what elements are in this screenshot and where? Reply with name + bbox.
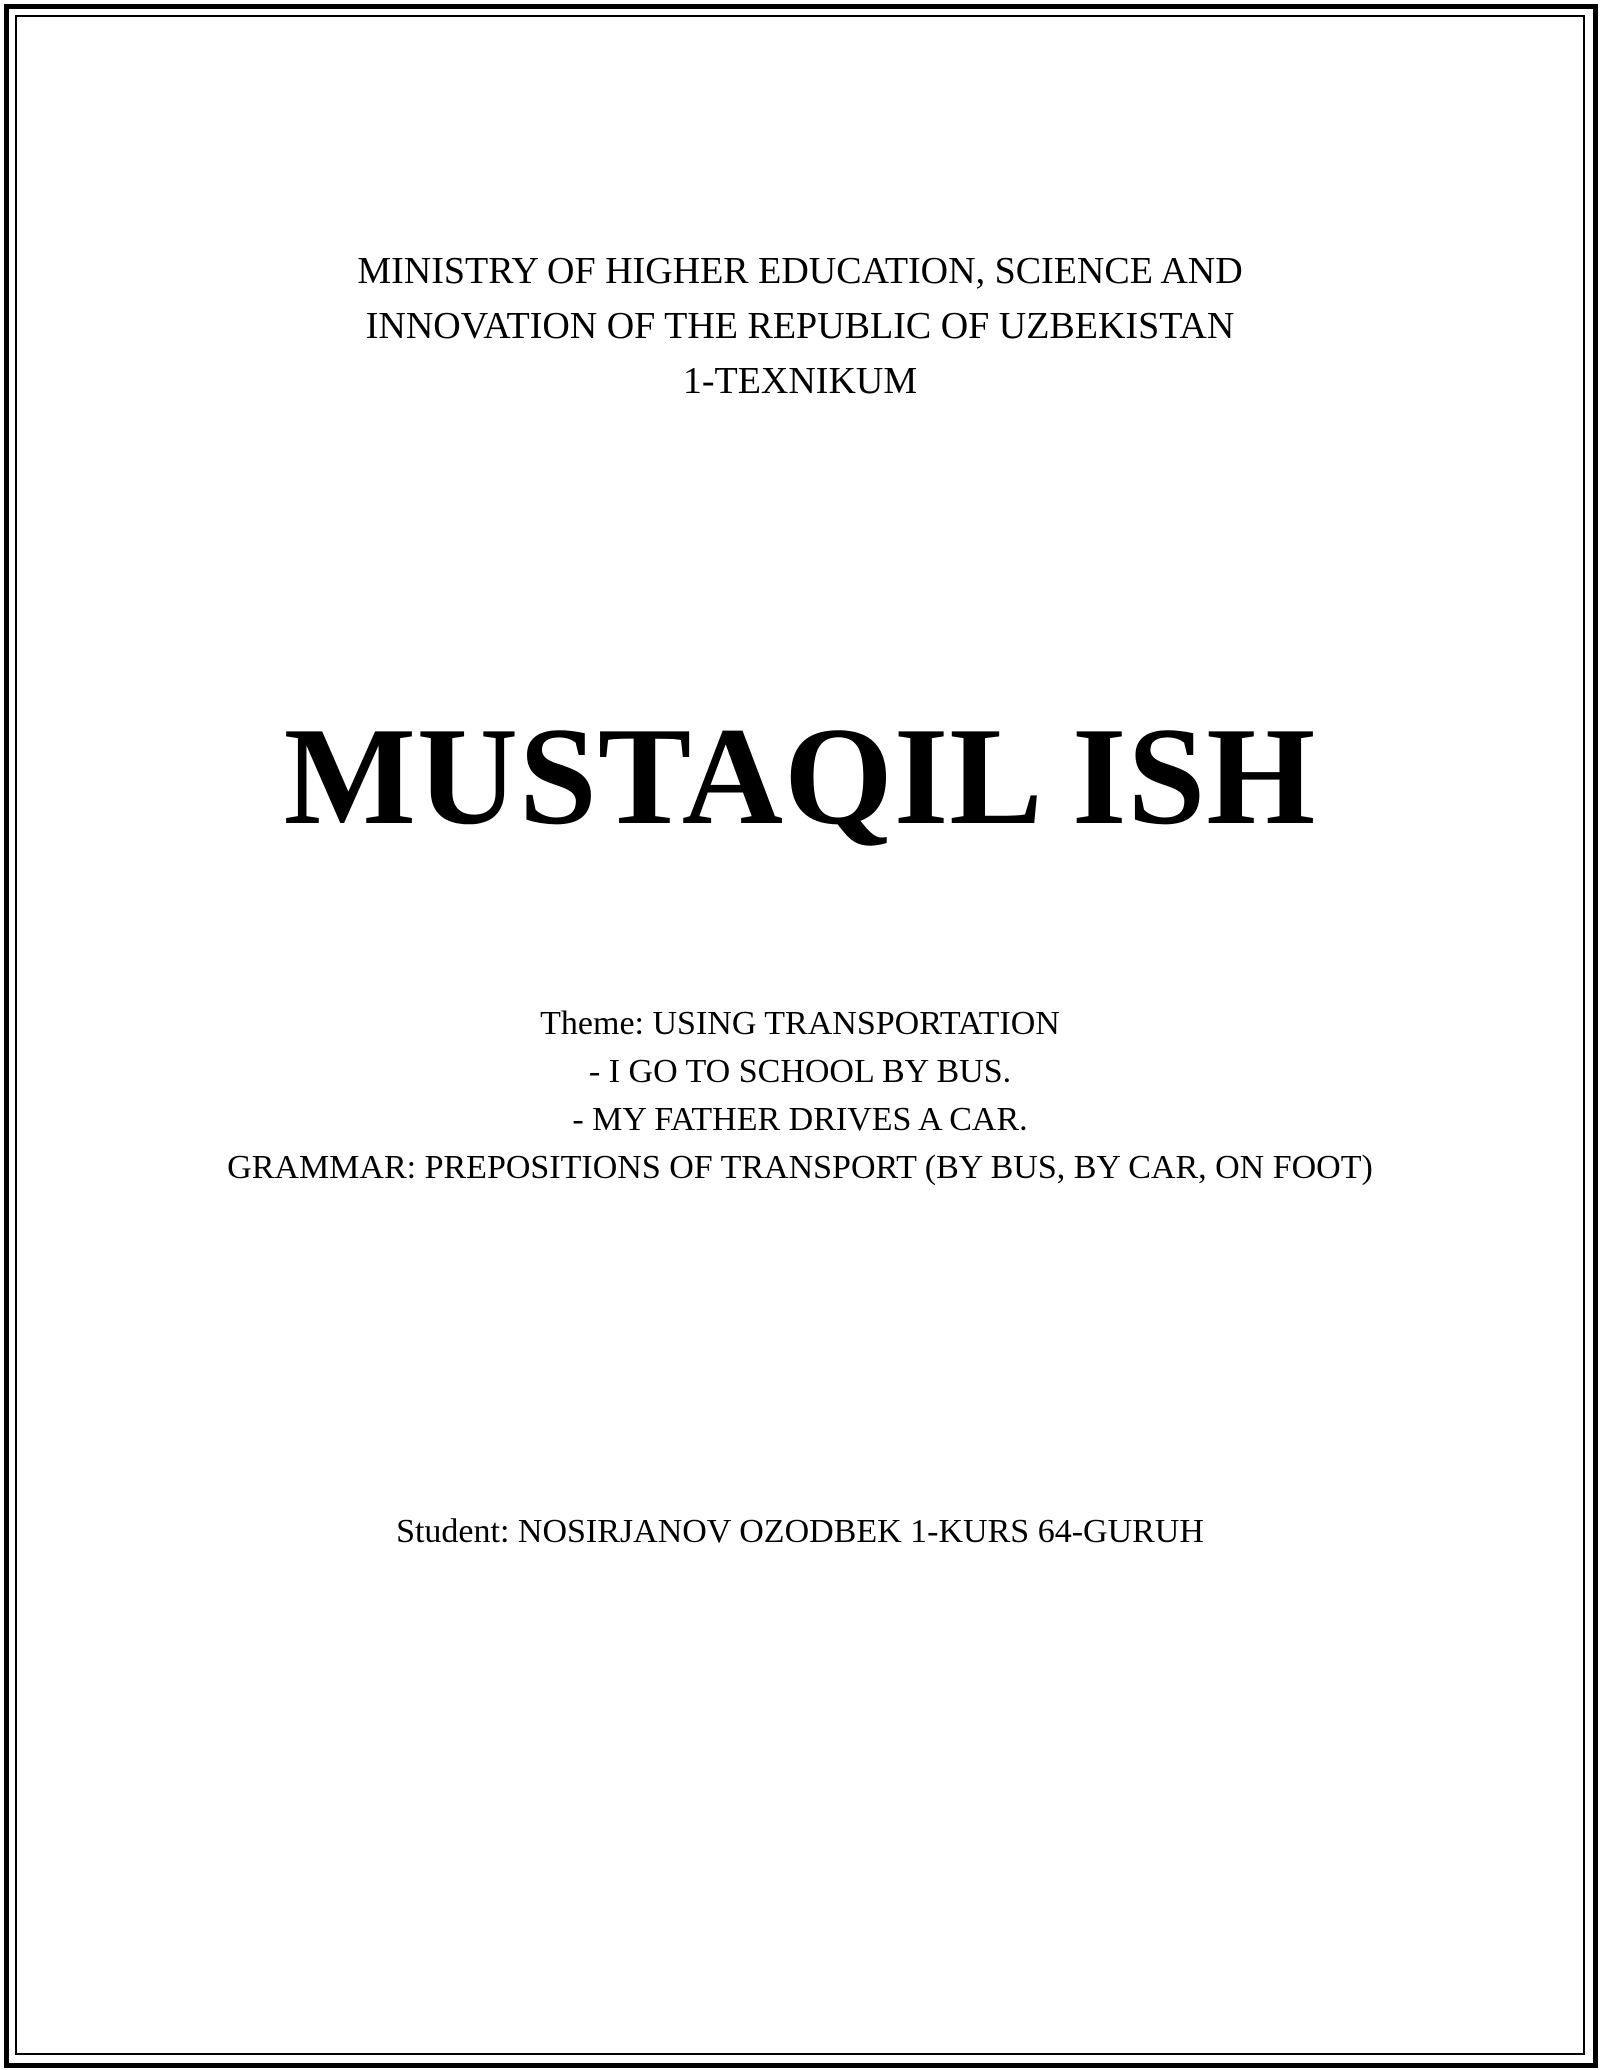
header-line-ministry: MINISTRY OF HIGHER EDUCATION, SCIENCE AND [357, 250, 1243, 292]
grammar-line: GRAMMAR: PREPOSITIONS OF TRANSPORT (BY BUS, BY CAR, ON FOOT) [227, 1149, 1373, 1186]
theme-line: Theme: USING TRANSPORTATION [540, 1005, 1060, 1042]
student-info: Student: NOSIRJANOV OZODBEK 1-KURS 64-GURUH [396, 1513, 1204, 1550]
header-line-institution: 1-TEXNIKUM [682, 360, 918, 402]
header-line-republic: INNOVATION OF THE REPUBLIC OF UZBEKISTAN [365, 305, 1235, 347]
theme-example-bus: - I GO TO SCHOOL BY BUS. [588, 1053, 1012, 1090]
theme-example-car: - MY FATHER DRIVES A CAR. [572, 1101, 1028, 1138]
institution-header [0, 244, 1600, 409]
document-title: MUSTAQIL ISH [283, 699, 1317, 854]
theme-block [0, 1000, 1600, 1192]
